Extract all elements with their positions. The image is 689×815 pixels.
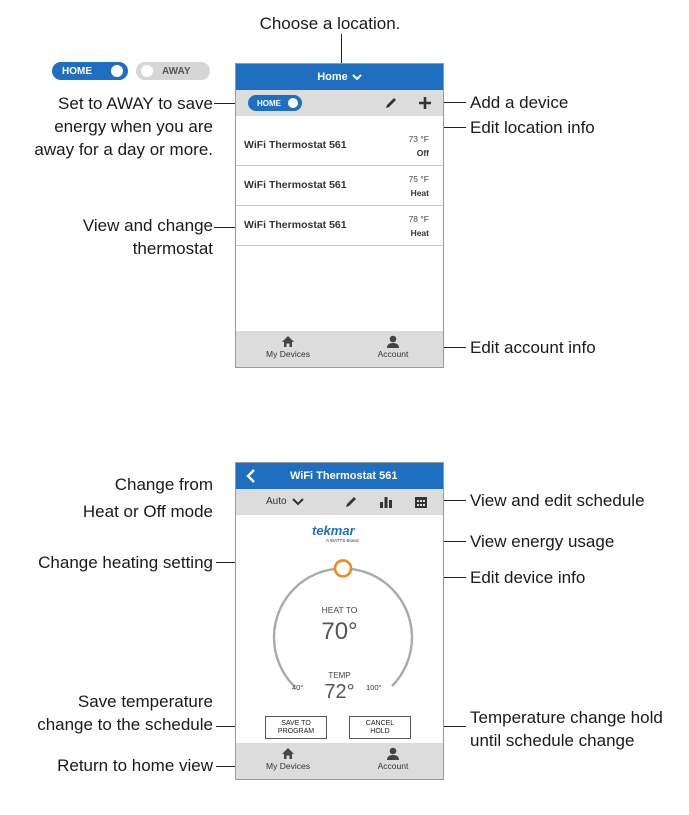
heat-to-value: 70°	[321, 618, 358, 645]
thermostat-header	[236, 463, 443, 489]
callout-edit-location: Edit location info	[470, 118, 595, 137]
phone-screen-locations	[235, 63, 444, 368]
leader-line	[214, 103, 236, 104]
legend-away-label: AWAY	[162, 65, 191, 77]
dial-min-label: 40°	[292, 683, 304, 692]
legend-away-toggle	[136, 62, 210, 80]
device-name: WiFi Thermostat 561	[244, 219, 347, 231]
callout-energy: View energy usage	[470, 532, 615, 551]
mode-select-value: Auto	[266, 496, 287, 507]
device-mode: Off	[416, 148, 429, 158]
bar-chart-icon[interactable]	[379, 495, 393, 509]
tab-label: Account	[377, 761, 409, 771]
temp-label: TEMP	[328, 671, 351, 680]
chevron-down-icon	[352, 73, 362, 81]
person-icon	[386, 747, 400, 760]
chevron-down-icon	[292, 497, 304, 506]
save-button-line2: PROGRAM	[277, 728, 315, 735]
tab-label: My Devices	[266, 349, 310, 359]
location-name: Home	[317, 71, 348, 83]
callout-add-device: Add a device	[470, 93, 569, 112]
legend-home-label: HOME	[62, 65, 92, 77]
callout-edit-device: Edit device info	[470, 568, 586, 587]
callout-away-line3: away for a day or more.	[34, 140, 213, 159]
pencil-icon[interactable]	[384, 96, 398, 110]
pencil-icon[interactable]	[344, 495, 358, 509]
toggle-knob	[111, 65, 123, 77]
callout-away-line1: Set to AWAY to save	[58, 94, 213, 113]
home-away-toggle-label: HOME	[257, 98, 281, 108]
location-toolbar	[236, 90, 443, 116]
brand-logo: tekmar	[312, 523, 355, 538]
brand-subtitle: A WATTS Brand	[326, 538, 359, 543]
home-away-toggle[interactable]	[248, 95, 302, 111]
callout-home: Return to home view	[57, 756, 213, 775]
device-mode: Heat	[410, 228, 429, 238]
back-arrow-icon[interactable]	[246, 469, 256, 483]
device-mode: Heat	[410, 188, 429, 198]
plus-icon[interactable]	[418, 96, 432, 110]
leader-line	[341, 34, 342, 64]
legend-home-toggle	[52, 62, 128, 80]
save-button-line1: SAVE TO	[281, 720, 311, 727]
thermostat-toolbar	[236, 489, 443, 515]
temp-value: 72°	[324, 681, 355, 703]
callout-heating: Change heating setting	[38, 553, 213, 572]
setpoint-handle[interactable]	[335, 560, 351, 576]
thermostat-title: WiFi Thermostat 561	[290, 470, 398, 482]
device-name: WiFi Thermostat 561	[244, 179, 347, 191]
cancel-button-line2: HOLD	[370, 728, 390, 735]
device-name: WiFi Thermostat 561	[244, 139, 347, 151]
home-icon	[281, 747, 295, 760]
cancel-button-line1: CANCEL	[365, 720, 395, 727]
toggle-knob	[141, 65, 153, 77]
callout-choose-location: Choose a location.	[259, 14, 401, 33]
calendar-icon[interactable]	[414, 495, 428, 509]
callout-mode-line1: Change from	[114, 475, 213, 494]
location-selector[interactable]	[236, 64, 443, 90]
home-icon	[281, 335, 295, 348]
callout-away-line2: energy when you are	[54, 117, 213, 136]
tab-bar	[236, 331, 443, 367]
callout-mode-line2: Heat or Off mode	[82, 502, 213, 521]
device-row[interactable]	[236, 166, 443, 206]
callout-save-line2: change to the schedule	[37, 715, 213, 734]
cancel-hold-button[interactable]	[349, 716, 411, 739]
toggle-knob	[288, 98, 298, 108]
callout-view-line2: thermostat	[132, 239, 213, 258]
tab-my-devices[interactable]	[248, 747, 328, 771]
dial-max-label: 100°	[366, 683, 382, 692]
tab-account[interactable]	[353, 335, 433, 359]
callout-schedule: View and edit schedule	[470, 491, 645, 510]
tab-label: My Devices	[266, 761, 310, 771]
device-temp: 78 °F	[408, 214, 429, 224]
callout-save-line1: Save temperature	[77, 692, 213, 711]
callout-view-line1: View and change	[82, 216, 213, 235]
device-temp: 73 °F	[408, 134, 429, 144]
device-row[interactable]	[236, 206, 443, 246]
tab-my-devices[interactable]	[248, 335, 328, 359]
tab-account[interactable]	[353, 747, 433, 771]
heat-to-label: HEAT TO	[321, 605, 358, 615]
callout-edit-account: Edit account info	[470, 338, 596, 357]
save-to-program-button[interactable]	[265, 716, 327, 739]
tab-label: Account	[377, 349, 409, 359]
mode-select[interactable]	[266, 496, 304, 507]
phone-screen-thermostat	[235, 462, 444, 780]
person-icon	[386, 335, 400, 348]
callout-hold-line1: Temperature change hold	[470, 708, 663, 727]
device-temp: 75 °F	[408, 174, 429, 184]
tab-bar	[236, 743, 443, 779]
device-row[interactable]	[236, 126, 443, 166]
callout-hold-line2: until schedule change	[470, 731, 635, 750]
